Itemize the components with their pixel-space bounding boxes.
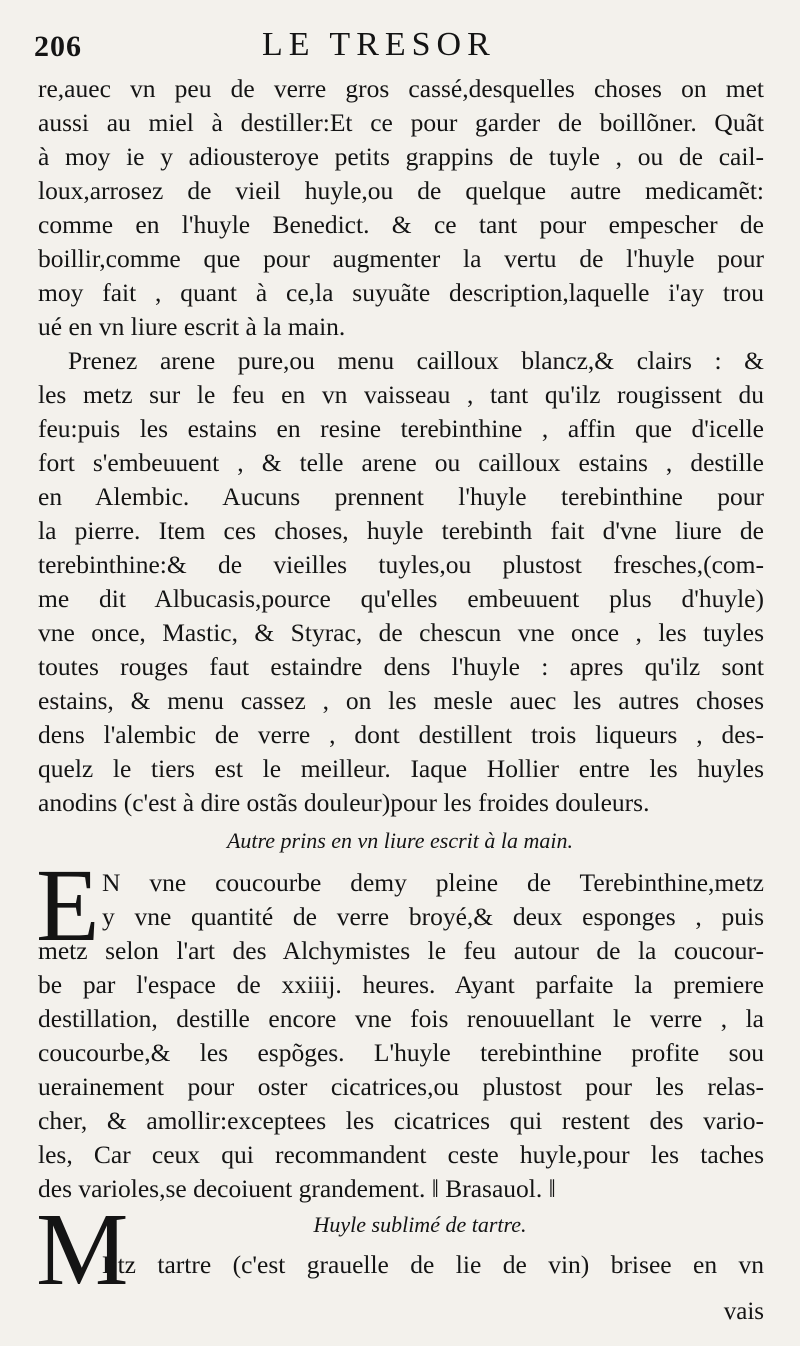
text-line: uerainement pour oster cicatrices,ou plustost pour les relas- [38, 1072, 764, 1101]
text-line: metz selon l'art des Alchymistes le feu autour de la coucour- [38, 936, 764, 965]
catchword: vais [723, 1298, 764, 1325]
section-heading: Autre prins en vn liure escrit à la main. [226, 828, 574, 853]
text-line: aussi au miel à destiller:Et ce pour garder de boillõner. Quãt [38, 108, 764, 137]
text-line: comme en l'huyle Benedict. & ce tant pour empescher de [38, 210, 764, 239]
text-line: re,auec vn peu de verre gros cassé,desquelles choses on met [38, 74, 764, 103]
text-line: les, Car ceux qui recommandent ceste huyle,pour les taches [38, 1140, 764, 1169]
text-line: estains, & menu cassez , on les mesle auec les autres choses [38, 686, 764, 715]
text-line: anodins (c'est à dire ostãs douleur)pour les froides douleurs. [38, 788, 650, 817]
text-line: en Alembic. Aucuns prennent l'huyle terebinthine pour [38, 482, 764, 511]
text-line: dens l'alembic de verre , dont destillent trois liqueurs , des- [38, 720, 764, 749]
text-line: me dit Albucasis,pource qu'elles embeuuent plus d'huyle) [38, 584, 764, 613]
text-line: les metz sur le feu en vn vaisseau , tant qu'ilz rougissent du [38, 380, 764, 409]
page-number: 206 [34, 30, 82, 63]
text-line: à moy ie y adiousteroye petits grappins de tuyle , ou de cail- [38, 142, 764, 171]
section-heading: Huyle sublimé de tartre. [313, 1212, 527, 1237]
paragraph-1 [38, 72, 764, 344]
text-line: terebinthine:& de vieilles tuyles,ou plustost fresches,(com- [38, 550, 764, 579]
paragraph-2 [38, 344, 764, 820]
text-line: moy fait , quant à ce,la suyuãte description,laquelle i'ay trou [38, 278, 764, 307]
drop-cap: M [36, 1192, 129, 1307]
text-line: boillir,comme que pour augmenter la vertu de l'huyle pour [38, 244, 764, 273]
text-line: fort s'embeuuent , & telle arene ou cailloux estains , destille [38, 448, 764, 477]
text-line: coucourbe,& les espõges. L'huyle terebinthine profite sou [38, 1038, 764, 1067]
text-line: destillation, destille encore vne fois renouuellant le verre , la [38, 1004, 764, 1033]
text-line: Prenez arene pure,ou menu cailloux blancz,& clairs : & [68, 346, 764, 375]
running-title: LE TRESOR [262, 26, 496, 63]
text-line: vne once, Mastic, & Styrac, de chescun vne once , les tuyles [38, 618, 764, 647]
text-line: be par l'espace de xxiiij. heures. Ayant parfaite la premiere [38, 970, 764, 999]
text-line: loux,arrosez de vieil huyle,ou de quelque autre medicamẽt: [38, 176, 764, 205]
text-line: ué en vn liure escrit à la main. [38, 312, 346, 341]
text-line: cher, & amollir:exceptees les cicatrices qui restent des vario- [38, 1106, 764, 1135]
paragraph-3 [38, 866, 764, 1206]
text-line: N vne coucourbe demy pleine de Terebinthine,metz [102, 868, 764, 897]
paragraph-4 [38, 1248, 764, 1282]
text-line: des varioles,se decoiuent grandement. ‖ Brasauol. ‖ [38, 1174, 556, 1203]
drop-cap: E [36, 848, 100, 963]
text-line: quelz le tiers est le meilleur. Iaque Hollier entre les huyles [38, 754, 764, 783]
text-line: Etz tartre (c'est grauelle de lie de vin) brisee en vn [102, 1250, 764, 1279]
text-line: y vne quantité de verre broyé,& deux esponges , puis [102, 902, 764, 931]
text-line: toutes rouges faut estaindre dens l'huyle : apres qu'ilz sont [38, 652, 764, 681]
page-header [0, 22, 800, 72]
text-line: feu:puis les estains en resine terebinthine , affin que d'icelle [38, 414, 764, 443]
text-line: la pierre. Item ces choses, huyle terebinth fait d'vne liure de [38, 516, 764, 545]
